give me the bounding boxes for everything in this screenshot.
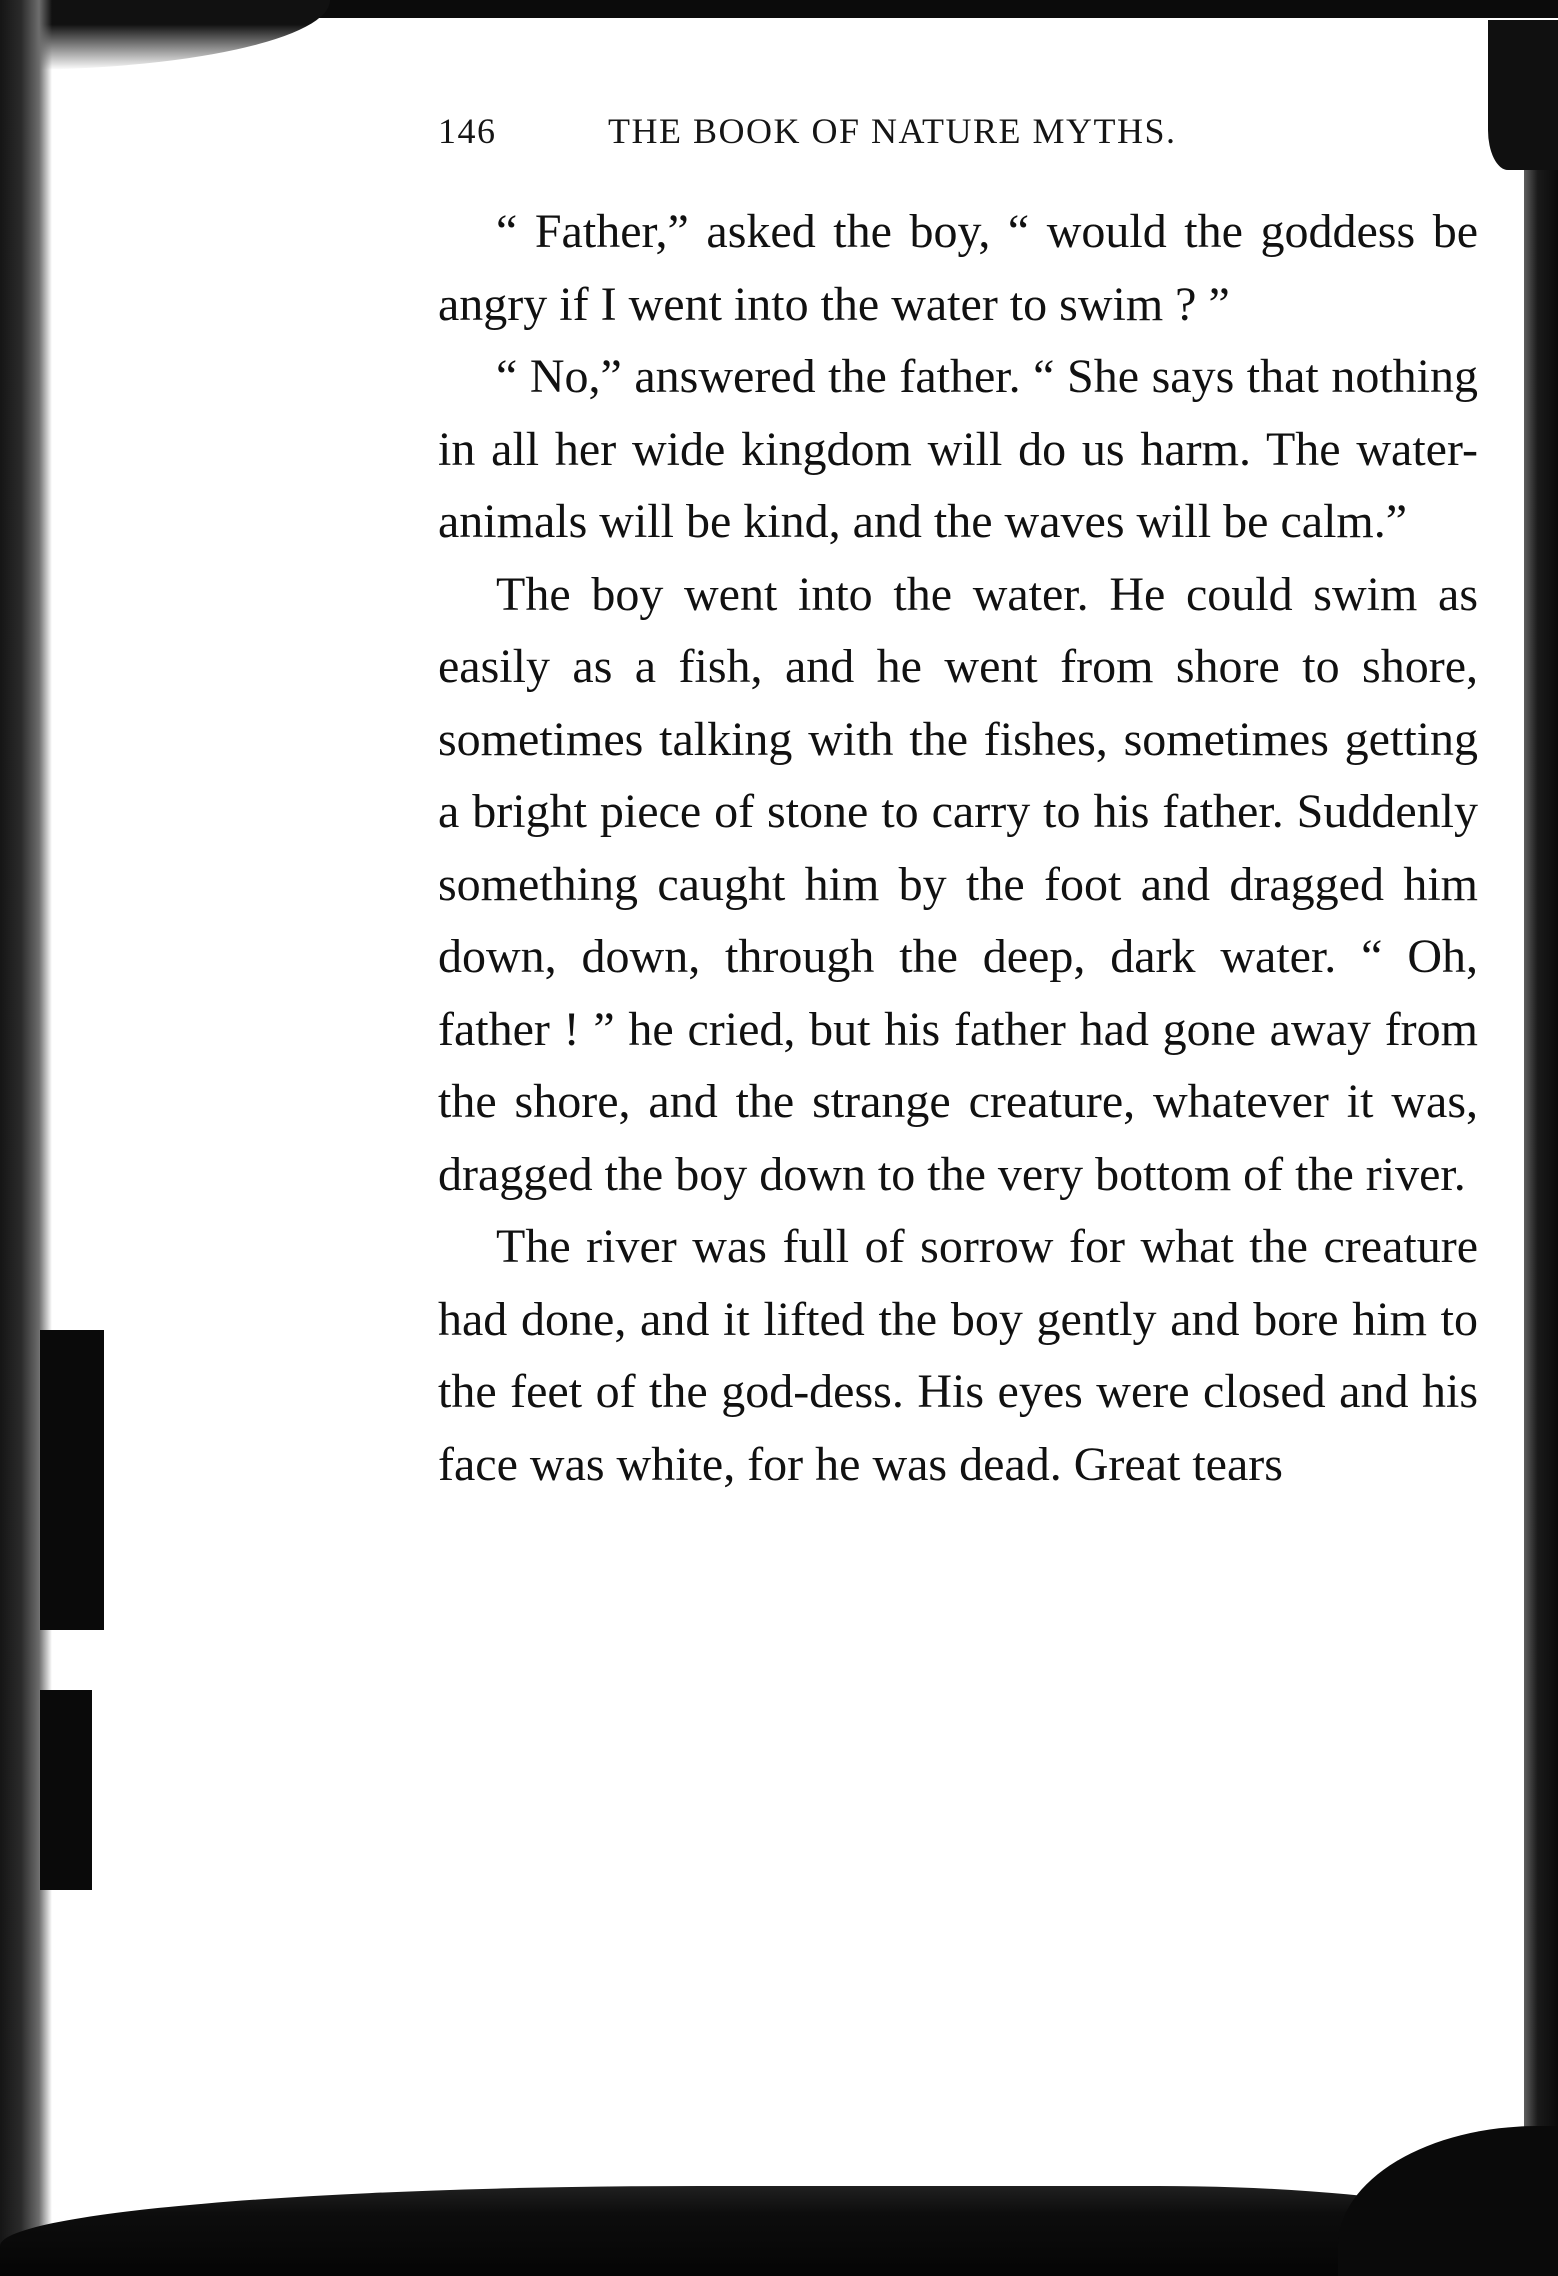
scan-bottom-edge bbox=[0, 2186, 1558, 2276]
scan-left-mark bbox=[40, 1330, 104, 1630]
running-head bbox=[438, 110, 1448, 152]
page-number: 146 bbox=[438, 111, 497, 151]
scan-right-top-shadow bbox=[1488, 20, 1558, 170]
scan-right-edge bbox=[1524, 20, 1558, 2276]
scan-left-edge bbox=[0, 0, 52, 2276]
running-title: THE BOOK OF NATURE MYTHS. bbox=[608, 111, 1177, 151]
paragraph: “ Father,” asked the boy, “ would the goddess be angry if I went into the water to swim ? ” bbox=[438, 205, 1478, 331]
body-text bbox=[438, 196, 1478, 1501]
paragraph: The river was full of sorrow for what the creature had done, and it lifted the boy gently and bore him to the feet of the god-dess. His eyes were closed and his face was white, for he was dead. Great tears bbox=[438, 1220, 1478, 1491]
paragraph: The boy went into the water. He could swim as easily as a fish, and he went from shore to shore, sometimes talking with the fishes, sometimes getting a bright piece of stone to carry to his father. Suddenly something caught him by the foot and dragged him down, down, through the deep, dark water. “ Oh, father ! ” he cried, but his father had gone away from the shore, and the strange creature, whatever it was, dragged the boy down to the very bottom of the river. bbox=[438, 567, 1478, 1201]
paragraph: “ No,” answered the father. “ She says that nothing in all her wide kingdom will do us harm. The water-animals will be kind, and the waves will be calm.” bbox=[438, 350, 1478, 548]
scan-bottom-right-shadow bbox=[1338, 2126, 1558, 2276]
scan-left-mark bbox=[40, 1690, 92, 1890]
